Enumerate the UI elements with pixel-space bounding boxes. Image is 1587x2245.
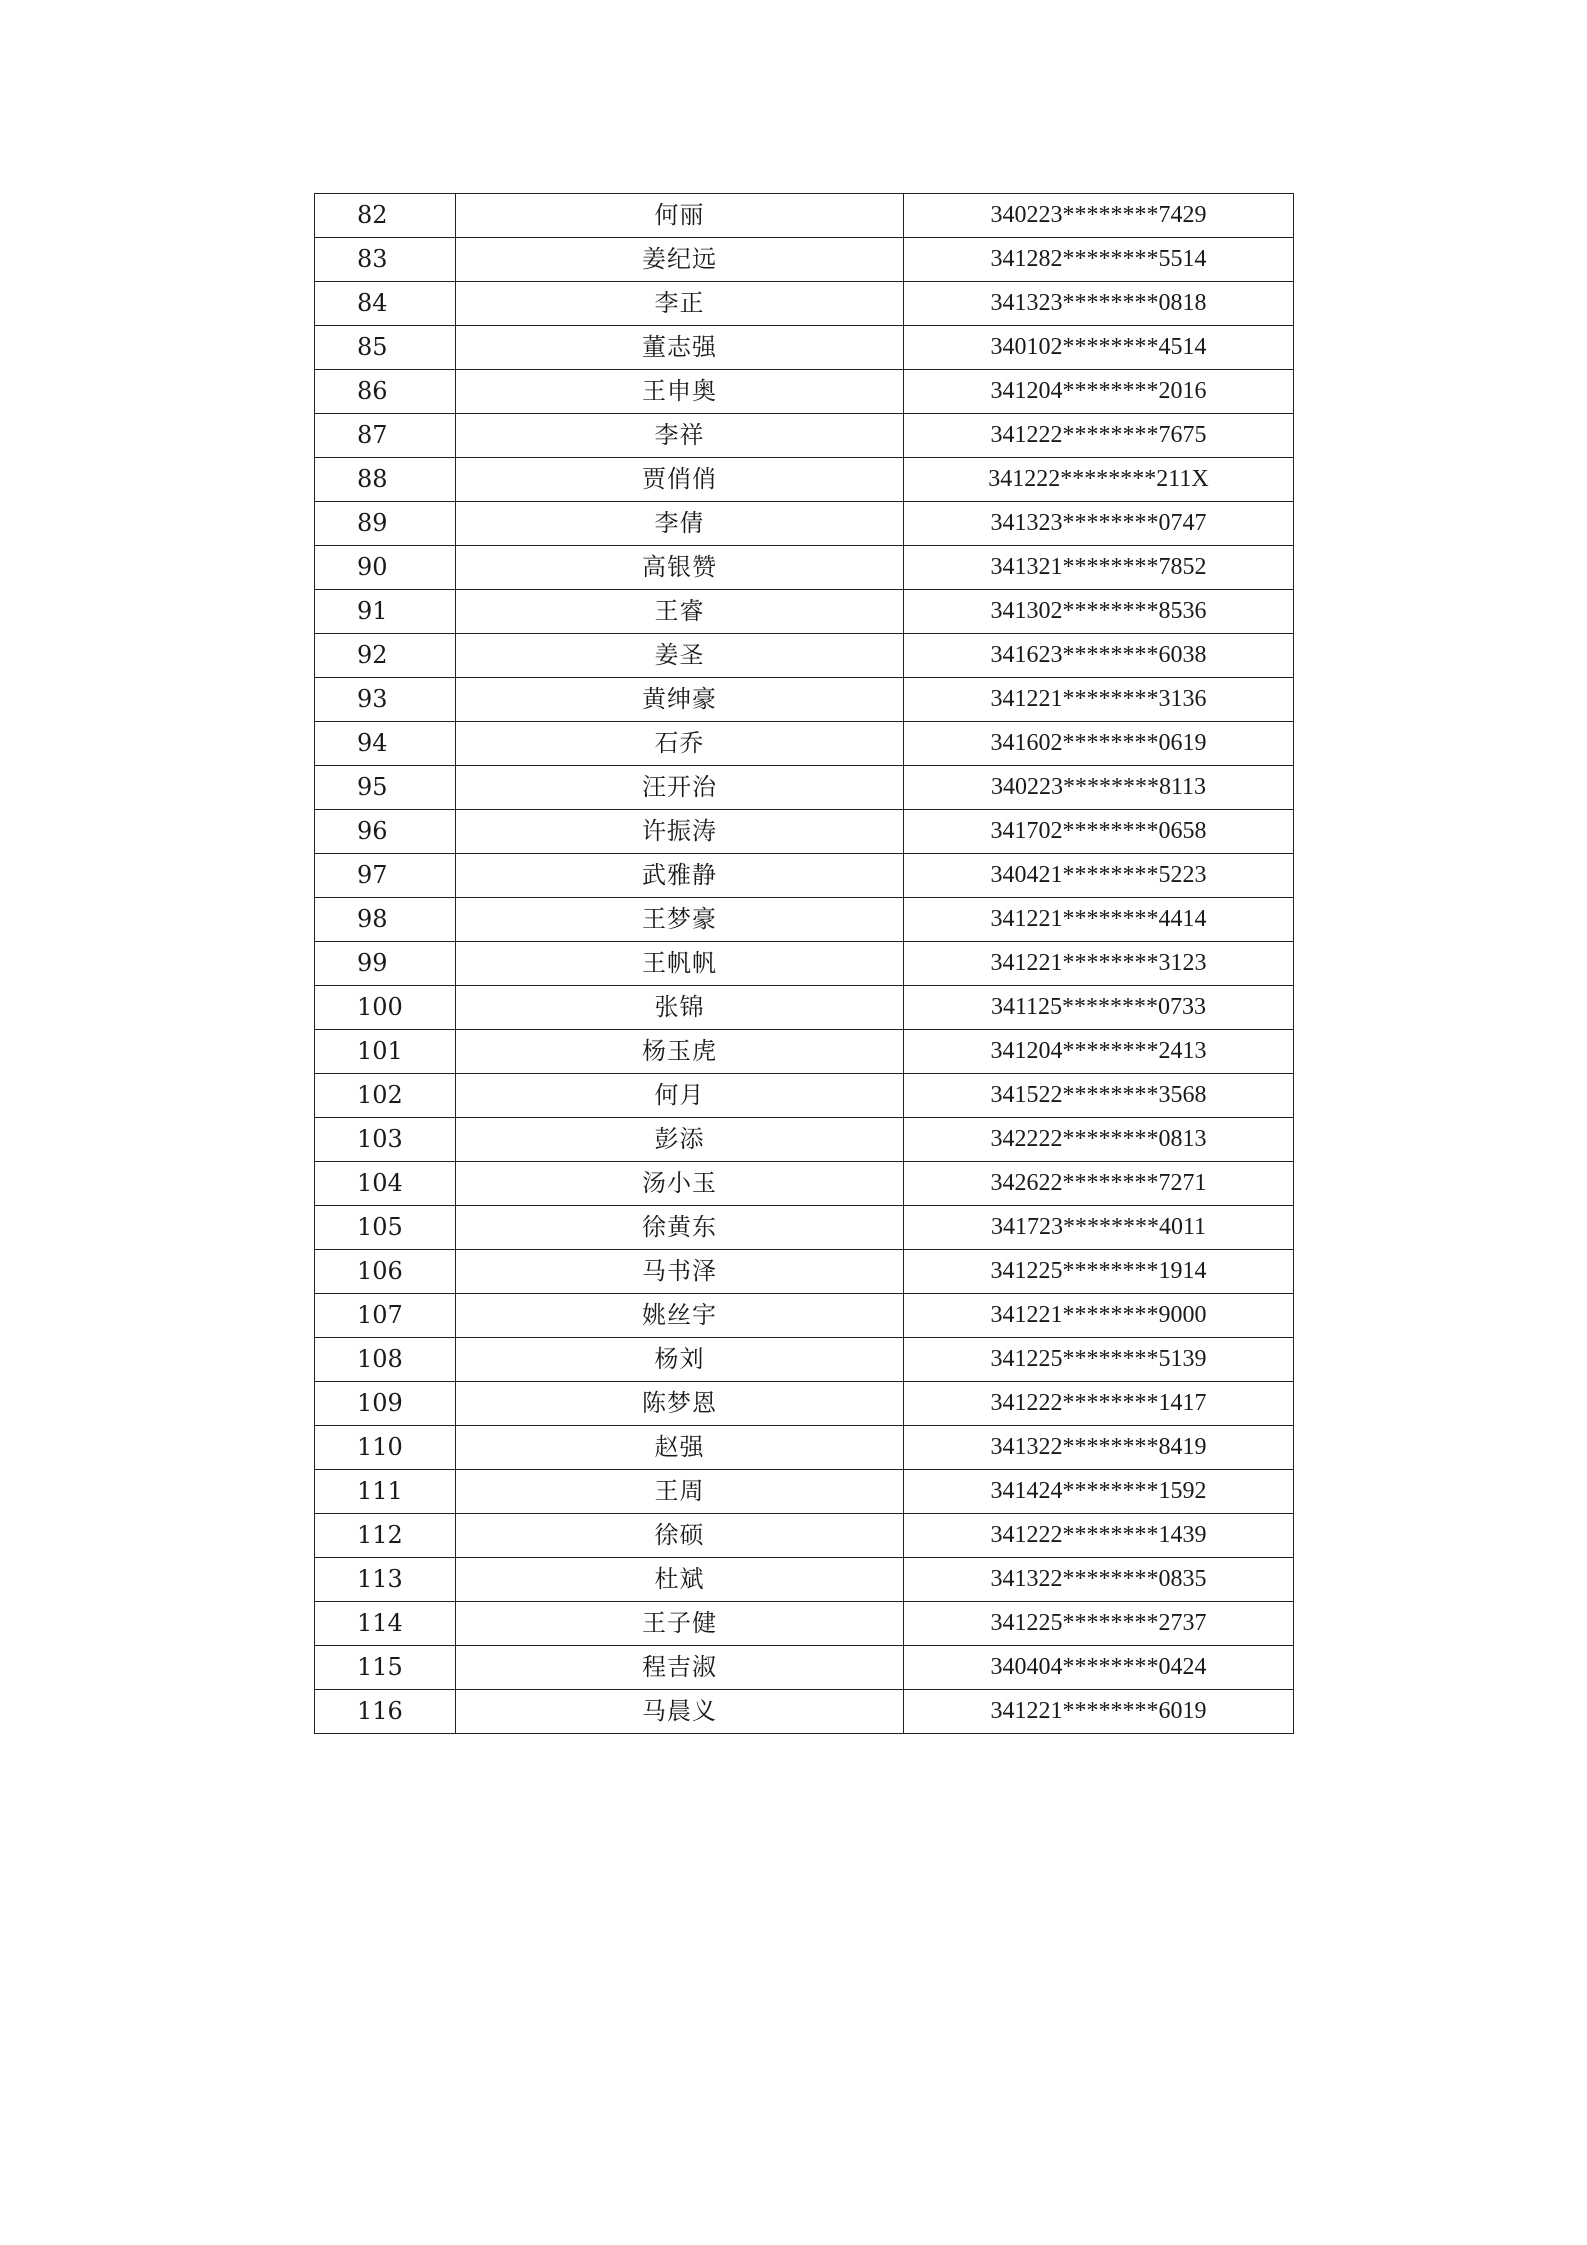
id-number-cell: 341222********211X xyxy=(904,458,1294,502)
row-number-cell: 115 xyxy=(315,1646,456,1690)
row-number-cell: 109 xyxy=(315,1382,456,1426)
row-number-cell: 105 xyxy=(315,1206,456,1250)
name-cell: 张锦 xyxy=(456,986,904,1030)
row-number-cell: 94 xyxy=(315,722,456,766)
table-row xyxy=(315,1470,1294,1514)
id-number-cell: 341322********0835 xyxy=(904,1558,1294,1602)
row-number-cell: 89 xyxy=(315,502,456,546)
id-number-cell: 340223********8113 xyxy=(904,766,1294,810)
row-number-cell: 87 xyxy=(315,414,456,458)
table-row xyxy=(315,546,1294,590)
table-row xyxy=(315,1338,1294,1382)
row-number-cell: 102 xyxy=(315,1074,456,1118)
name-cell: 彭添 xyxy=(456,1118,904,1162)
row-number-cell: 88 xyxy=(315,458,456,502)
id-number-cell: 341323********0747 xyxy=(904,502,1294,546)
id-number-cell: 341204********2413 xyxy=(904,1030,1294,1074)
name-cell: 王周 xyxy=(456,1470,904,1514)
name-cell: 董志强 xyxy=(456,326,904,370)
id-number-cell: 342622********7271 xyxy=(904,1162,1294,1206)
row-number-cell: 106 xyxy=(315,1250,456,1294)
id-number-cell: 340421********5223 xyxy=(904,854,1294,898)
table-row xyxy=(315,634,1294,678)
name-cell: 姜纪远 xyxy=(456,238,904,282)
table-row xyxy=(315,810,1294,854)
id-number-cell: 341225********2737 xyxy=(904,1602,1294,1646)
table-row xyxy=(315,238,1294,282)
name-cell: 赵强 xyxy=(456,1426,904,1470)
row-number-cell: 112 xyxy=(315,1514,456,1558)
name-cell: 王梦豪 xyxy=(456,898,904,942)
table-row xyxy=(315,1294,1294,1338)
row-number-cell: 91 xyxy=(315,590,456,634)
row-number-cell: 116 xyxy=(315,1690,456,1734)
id-number-cell: 340102********4514 xyxy=(904,326,1294,370)
id-number-cell: 341221********6019 xyxy=(904,1690,1294,1734)
id-number-cell: 341222********1439 xyxy=(904,1514,1294,1558)
roster-table xyxy=(314,193,1294,1734)
row-number-cell: 101 xyxy=(315,1030,456,1074)
name-cell: 杜斌 xyxy=(456,1558,904,1602)
table-row xyxy=(315,282,1294,326)
table-row xyxy=(315,194,1294,238)
name-cell: 黄绅豪 xyxy=(456,678,904,722)
id-number-cell: 341282********5514 xyxy=(904,238,1294,282)
name-cell: 王子健 xyxy=(456,1602,904,1646)
name-cell: 王帆帆 xyxy=(456,942,904,986)
table-row xyxy=(315,458,1294,502)
row-number-cell: 90 xyxy=(315,546,456,590)
table-row xyxy=(315,1690,1294,1734)
id-number-cell: 341323********0818 xyxy=(904,282,1294,326)
id-number-cell: 341222********1417 xyxy=(904,1382,1294,1426)
table-row xyxy=(315,942,1294,986)
row-number-cell: 108 xyxy=(315,1338,456,1382)
row-number-cell: 92 xyxy=(315,634,456,678)
name-cell: 何月 xyxy=(456,1074,904,1118)
id-number-cell: 341322********8419 xyxy=(904,1426,1294,1470)
table-row xyxy=(315,1250,1294,1294)
name-cell: 王睿 xyxy=(456,590,904,634)
id-number-cell: 341623********6038 xyxy=(904,634,1294,678)
id-number-cell: 341321********7852 xyxy=(904,546,1294,590)
id-number-cell: 341723********4011 xyxy=(904,1206,1294,1250)
row-number-cell: 96 xyxy=(315,810,456,854)
row-number-cell: 82 xyxy=(315,194,456,238)
id-number-cell: 341222********7675 xyxy=(904,414,1294,458)
row-number-cell: 99 xyxy=(315,942,456,986)
name-cell: 马书泽 xyxy=(456,1250,904,1294)
name-cell: 程吉淑 xyxy=(456,1646,904,1690)
table-row xyxy=(315,326,1294,370)
row-number-cell: 113 xyxy=(315,1558,456,1602)
name-cell: 贾俏俏 xyxy=(456,458,904,502)
table-row xyxy=(315,1074,1294,1118)
id-number-cell: 341602********0619 xyxy=(904,722,1294,766)
name-cell: 高银赞 xyxy=(456,546,904,590)
id-number-cell: 341424********1592 xyxy=(904,1470,1294,1514)
table-row xyxy=(315,766,1294,810)
name-cell: 马晨义 xyxy=(456,1690,904,1734)
row-number-cell: 86 xyxy=(315,370,456,414)
row-number-cell: 111 xyxy=(315,1470,456,1514)
name-cell: 李正 xyxy=(456,282,904,326)
row-number-cell: 93 xyxy=(315,678,456,722)
name-cell: 徐硕 xyxy=(456,1514,904,1558)
name-cell: 汤小玉 xyxy=(456,1162,904,1206)
row-number-cell: 104 xyxy=(315,1162,456,1206)
roster-table-body xyxy=(315,194,1294,1734)
row-number-cell: 95 xyxy=(315,766,456,810)
table-row xyxy=(315,370,1294,414)
id-number-cell: 341125********0733 xyxy=(904,986,1294,1030)
name-cell: 武雅静 xyxy=(456,854,904,898)
table-row xyxy=(315,1382,1294,1426)
id-number-cell: 341204********2016 xyxy=(904,370,1294,414)
name-cell: 许振涛 xyxy=(456,810,904,854)
row-number-cell: 97 xyxy=(315,854,456,898)
id-number-cell: 341221********9000 xyxy=(904,1294,1294,1338)
name-cell: 李祥 xyxy=(456,414,904,458)
table-row xyxy=(315,1030,1294,1074)
table-row xyxy=(315,1206,1294,1250)
row-number-cell: 103 xyxy=(315,1118,456,1162)
id-number-cell: 340223********7429 xyxy=(904,194,1294,238)
table-row xyxy=(315,1602,1294,1646)
name-cell: 杨刘 xyxy=(456,1338,904,1382)
id-number-cell: 341225********5139 xyxy=(904,1338,1294,1382)
name-cell: 陈梦恩 xyxy=(456,1382,904,1426)
name-cell: 汪开治 xyxy=(456,766,904,810)
id-number-cell: 341302********8536 xyxy=(904,590,1294,634)
row-number-cell: 100 xyxy=(315,986,456,1030)
row-number-cell: 110 xyxy=(315,1426,456,1470)
table-row xyxy=(315,1426,1294,1470)
row-number-cell: 98 xyxy=(315,898,456,942)
table-row xyxy=(315,1514,1294,1558)
name-cell: 姜圣 xyxy=(456,634,904,678)
row-number-cell: 107 xyxy=(315,1294,456,1338)
table-row xyxy=(315,414,1294,458)
id-number-cell: 341221********3136 xyxy=(904,678,1294,722)
table-row xyxy=(315,590,1294,634)
name-cell: 姚丝宇 xyxy=(456,1294,904,1338)
table-row xyxy=(315,1118,1294,1162)
table-row xyxy=(315,854,1294,898)
id-number-cell: 340404********0424 xyxy=(904,1646,1294,1690)
name-cell: 杨玉虎 xyxy=(456,1030,904,1074)
name-cell: 徐黄东 xyxy=(456,1206,904,1250)
name-cell: 石乔 xyxy=(456,722,904,766)
name-cell: 王申奥 xyxy=(456,370,904,414)
row-number-cell: 85 xyxy=(315,326,456,370)
table-row xyxy=(315,502,1294,546)
table-row xyxy=(315,722,1294,766)
table-row xyxy=(315,986,1294,1030)
row-number-cell: 84 xyxy=(315,282,456,326)
id-number-cell: 341225********1914 xyxy=(904,1250,1294,1294)
id-number-cell: 341221********3123 xyxy=(904,942,1294,986)
table-row xyxy=(315,678,1294,722)
name-cell: 李倩 xyxy=(456,502,904,546)
row-number-cell: 83 xyxy=(315,238,456,282)
name-cell: 何丽 xyxy=(456,194,904,238)
id-number-cell: 341221********4414 xyxy=(904,898,1294,942)
id-number-cell: 341702********0658 xyxy=(904,810,1294,854)
table-row xyxy=(315,898,1294,942)
row-number-cell: 114 xyxy=(315,1602,456,1646)
table-row xyxy=(315,1558,1294,1602)
table-row xyxy=(315,1646,1294,1690)
id-number-cell: 341522********3568 xyxy=(904,1074,1294,1118)
id-number-cell: 342222********0813 xyxy=(904,1118,1294,1162)
table-row xyxy=(315,1162,1294,1206)
